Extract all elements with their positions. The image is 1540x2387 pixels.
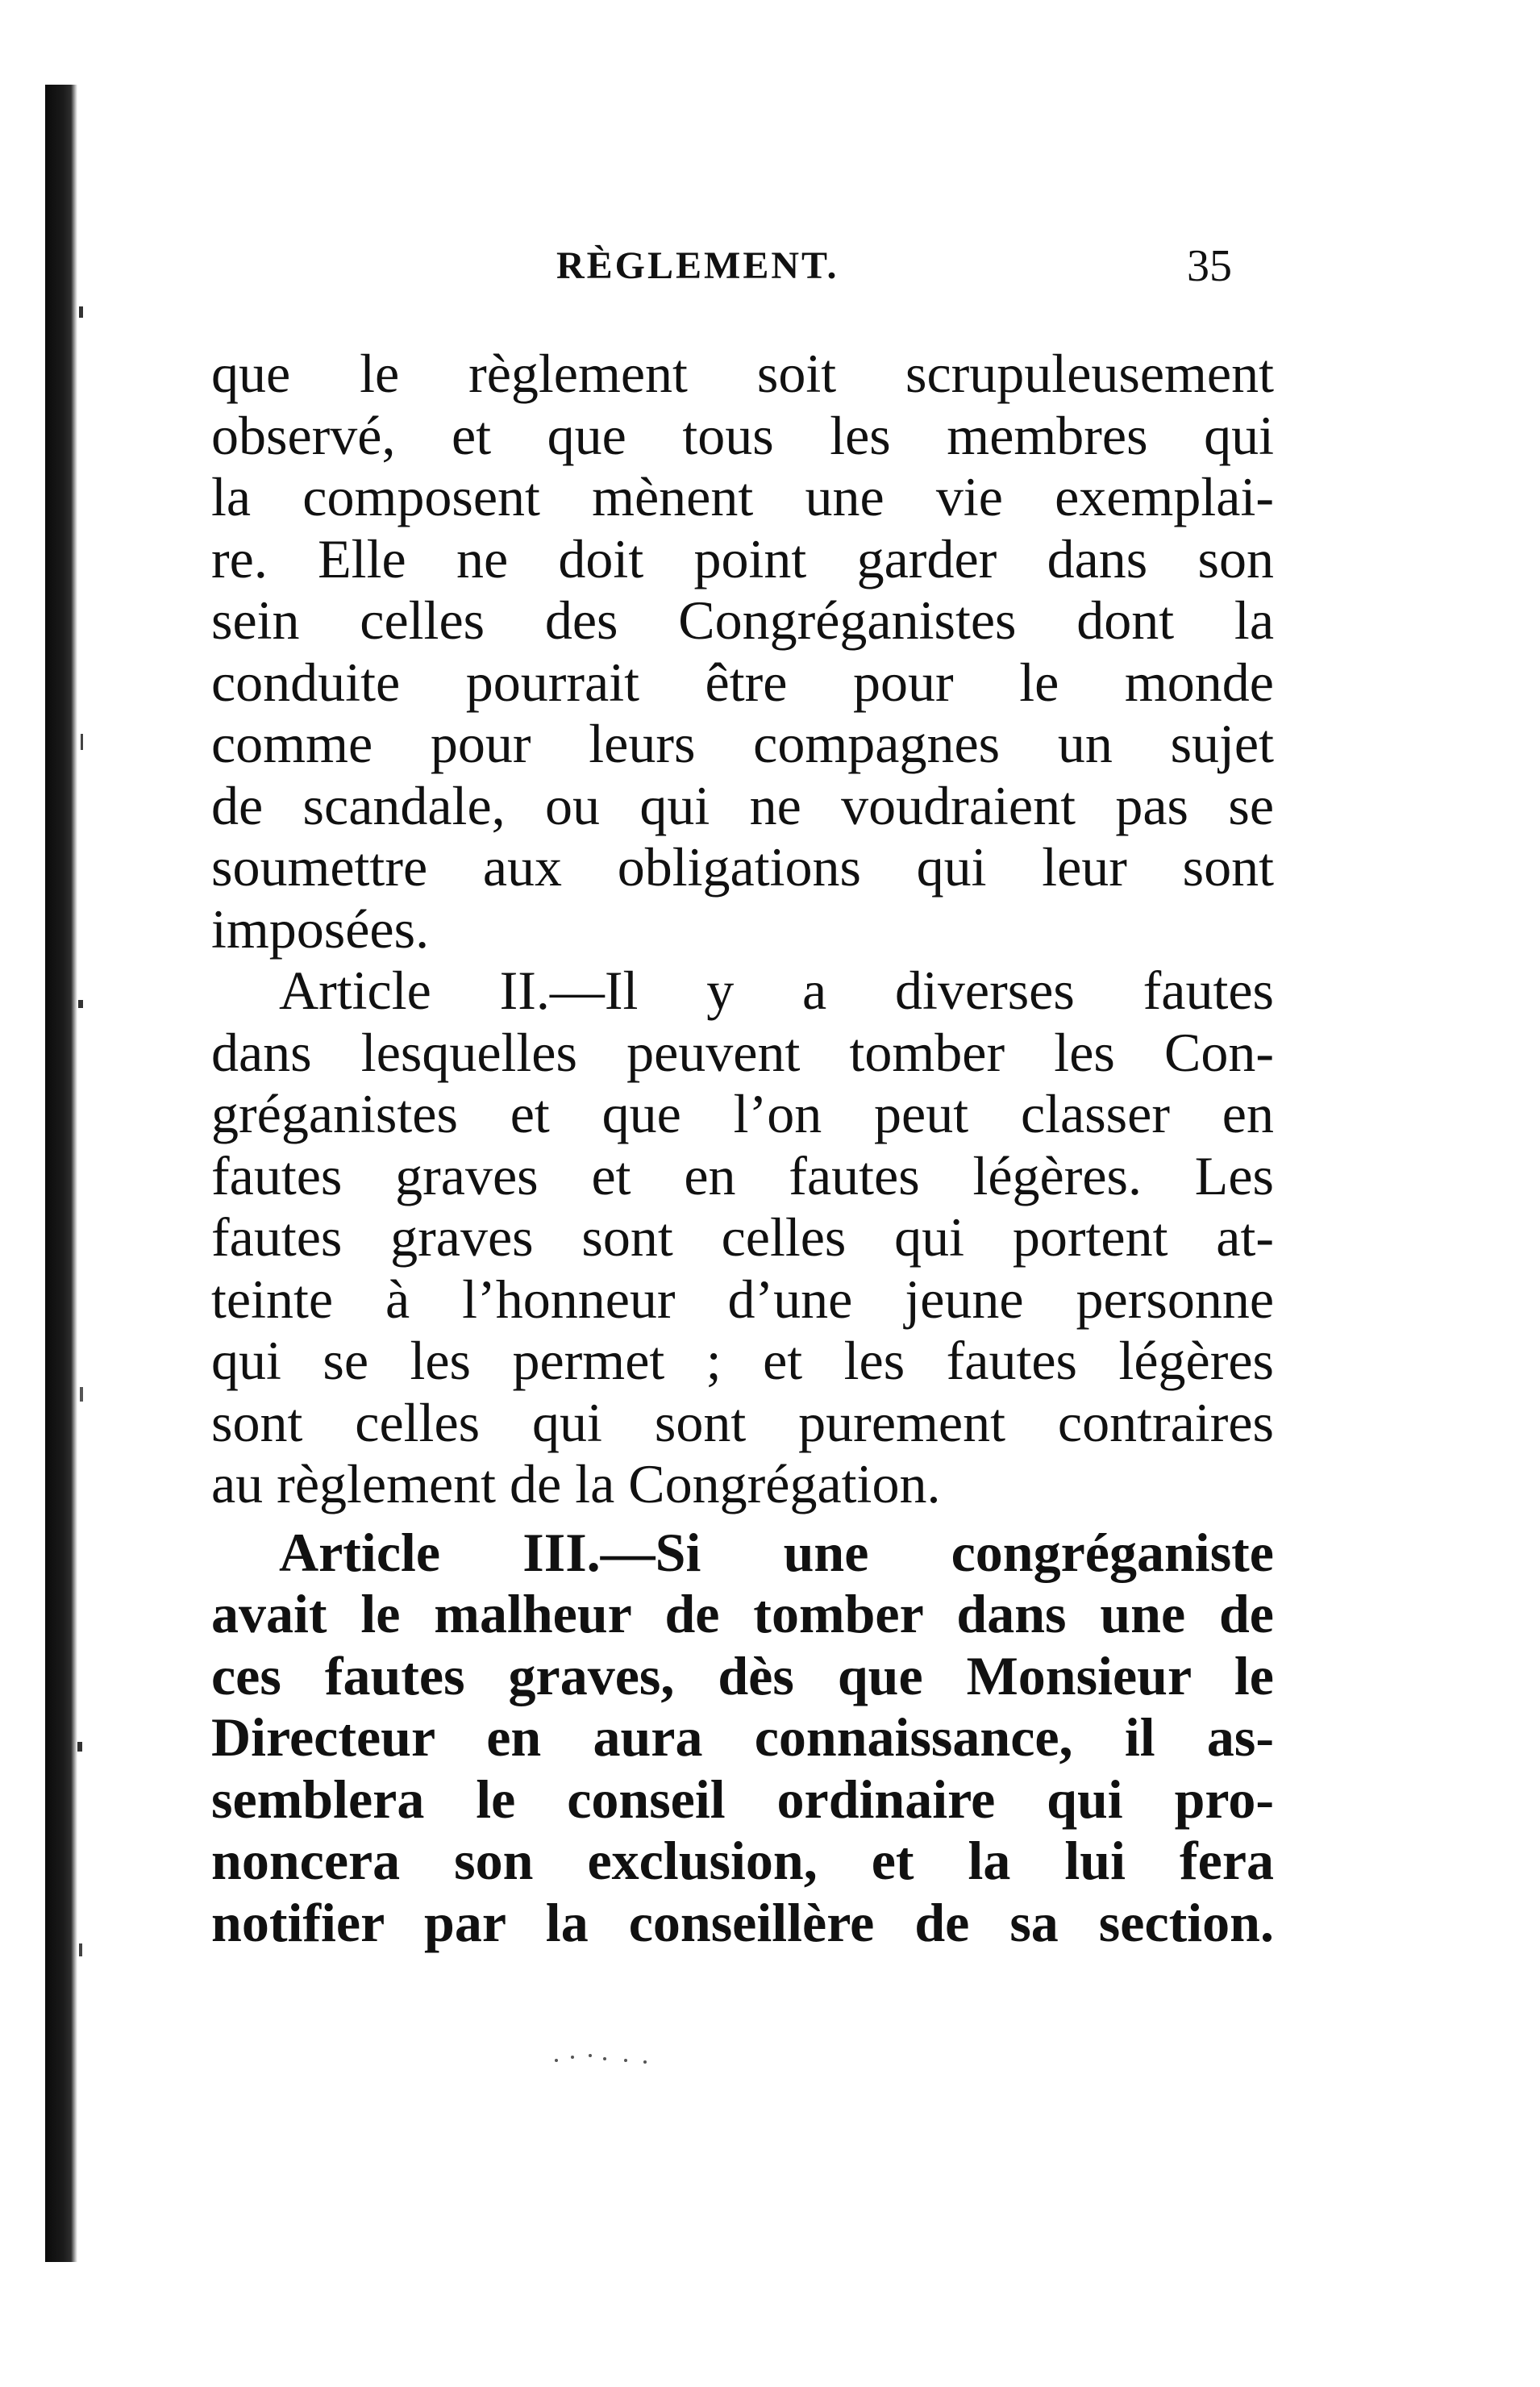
text-line: sein celles des Congréganistes dont la	[211, 589, 1274, 651]
paragraph-article-ii	[211, 960, 1274, 1515]
text-line: de scandale, ou qui ne voudraient pas se	[211, 774, 1274, 836]
print-smudge	[548, 2044, 677, 2068]
text-line: teinte à l’honneur d’une jeune personne	[211, 1268, 1274, 1330]
paragraph-gap	[211, 1515, 1274, 1522]
text-line: fautes graves sont celles qui portent at-	[211, 1206, 1274, 1268]
text-line: Directeur en aura connaissance, il as-	[211, 1706, 1274, 1768]
text-line: Article III.—Si une congréganiste	[279, 1521, 1274, 1583]
text-line: re. Elle ne doit point garder dans son	[211, 527, 1274, 589]
text-line: noncera son exclusion, et la lui fera	[211, 1830, 1274, 1891]
text-line: Article II.—Il y a diverses fautes	[279, 960, 1274, 1021]
text-line: au règlement de la Congrégation.	[211, 1453, 941, 1514]
binding-specks	[77, 97, 102, 2234]
text-line: que le règlement soit scrupuleusement	[211, 343, 1274, 404]
body-text	[211, 343, 1274, 1953]
running-head	[0, 242, 1540, 290]
text-line: ces fautes graves, dès que Monsieur le	[211, 1644, 1274, 1706]
text-line: dans lesquelles peuvent tomber les Con-	[211, 1021, 1274, 1083]
text-line: avait le malheur de tomber dans une de	[211, 1583, 1274, 1644]
text-line: gréganistes et que l’on peut classer en	[211, 1083, 1274, 1144]
text-line: observé, et que tous les membres qui	[211, 404, 1274, 466]
paragraph-article-iii	[211, 1522, 1274, 1954]
text-line: sont celles qui sont purement contraires	[211, 1391, 1274, 1453]
running-title: RÈGLEMENT.	[556, 244, 839, 287]
text-line: semblera le conseil ordinaire qui pro-	[211, 1768, 1274, 1830]
text-line: comme pour leurs compagnes un sujet	[211, 713, 1274, 774]
text-line: imposées.	[211, 898, 430, 960]
page-number: 35	[1187, 241, 1232, 291]
text-line: fautes graves et en fautes légères. Les	[211, 1144, 1274, 1206]
text-line: qui se les permet ; et les fautes légères	[211, 1330, 1274, 1391]
text-line: conduite pourrait être pour le monde	[211, 651, 1274, 713]
text-line: soumettre aux obligations qui leur sont	[211, 836, 1274, 898]
paragraph-continuation	[211, 343, 1274, 960]
text-line: notifier par la conseillère de sa section.	[211, 1891, 1274, 1953]
binding-edge	[45, 85, 77, 2262]
text-line: la composent mènent une vie exemplai-	[211, 466, 1274, 527]
